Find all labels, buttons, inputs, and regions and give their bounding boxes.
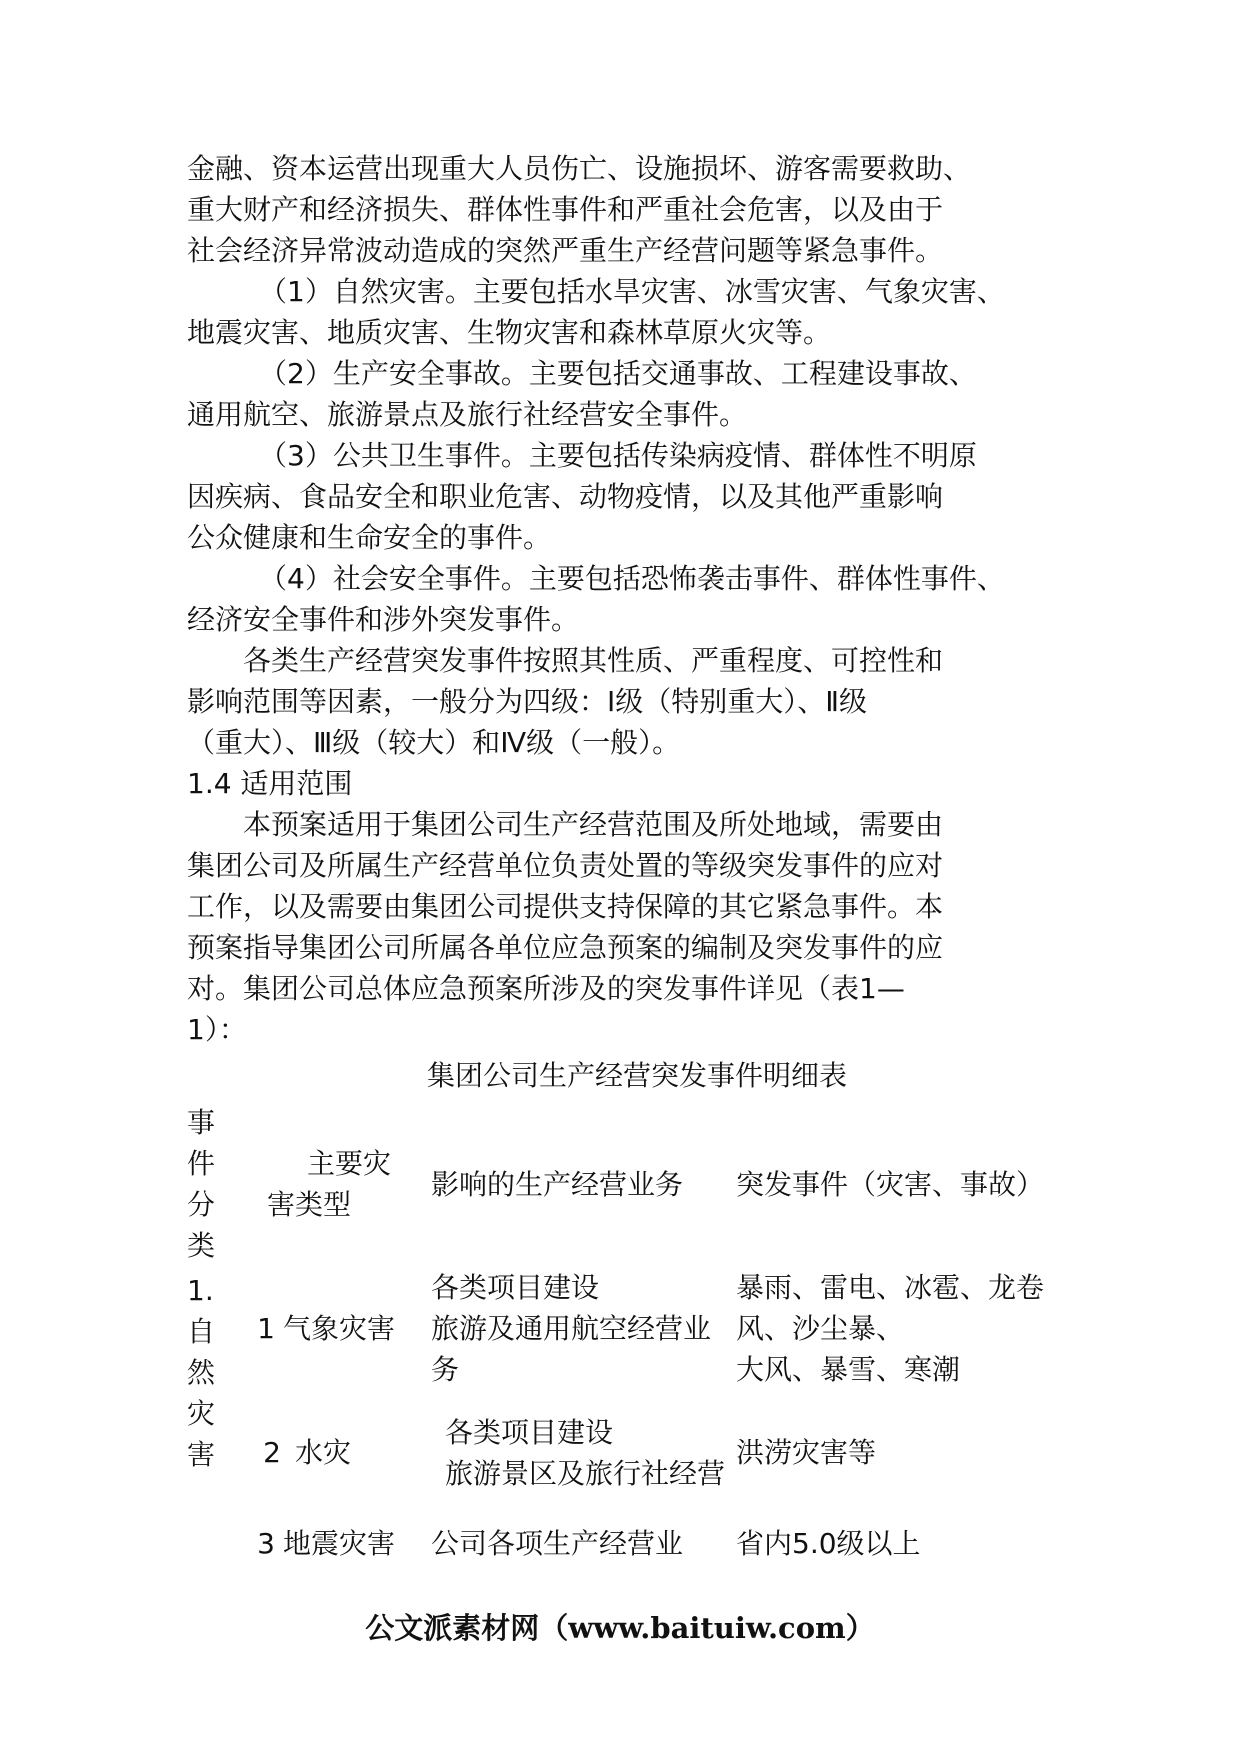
table-title: 集团公司生产经营突发事件明细表 — [426, 1059, 847, 1092]
event-table — [187, 1102, 1086, 1572]
text-line: 预案指导集团公司所属各单位应急预案的编制及突发事件的应 — [187, 931, 944, 964]
type-cell: 1 气象灾害 — [257, 1312, 396, 1345]
header-type: 主要灾害类型 — [267, 1147, 392, 1221]
text-line: 经济安全事件和涉外突发事件。 — [187, 603, 580, 636]
header-event: 突发事件（灾害、事故） — [736, 1167, 1045, 1201]
text-line: 影响范围等因素，一般分为四级：Ⅰ级（特别重大）、Ⅱ级 — [187, 685, 868, 718]
header-category: 事件分类 — [187, 1106, 216, 1262]
category-cell: 1.自然灾害 — [187, 1274, 216, 1471]
text-line: 金融、资本运营出现重大人员伤亡、设施损坏、游客需要救助、 — [187, 152, 972, 185]
business-cell: 各类项目建设 旅游及通用航空经营业务 — [431, 1271, 712, 1386]
text-line: 集团公司及所属生产经营单位负责处置的等级突发事件的应对 — [187, 849, 944, 882]
text-line: 工作，以及需要由集团公司提供支持保障的其它紧急事件。本 — [187, 890, 944, 923]
text-line: （1）自然灾害。主要包括水旱灾害、冰雪灾害、气象灾害、 — [259, 275, 1005, 308]
text-line: （4）社会安全事件。主要包括恐怖袭击事件、群体性事件、 — [259, 562, 1005, 595]
paragraph-natural-disasters — [187, 271, 1087, 353]
text-line: （2）生产安全事故。主要包括交通事故、工程建设事故、 — [259, 357, 977, 390]
paragraph-production-safety — [187, 353, 1087, 435]
type-cell: 2 水灾 — [263, 1436, 352, 1469]
paragraph-social-security — [187, 558, 1087, 640]
paragraph-continuation — [187, 148, 1087, 271]
text-line: 各类生产经营突发事件按照其性质、严重程度、可控性和 — [243, 644, 944, 677]
text-line: 重大财产和经济损失、群体性事件和严重社会危害，以及由于 — [187, 193, 944, 226]
paragraph-public-health — [187, 435, 1087, 558]
event-cell: 暴雨、雷电、冰雹、龙卷风、沙尘暴、 大风、暴雪、寒潮 — [736, 1271, 1045, 1386]
text-line: 公众健康和生命安全的事件。 — [187, 521, 552, 554]
text-line: （3）公共卫生事件。主要包括传染病疫情、群体性不明原 — [259, 439, 977, 472]
text-line: 社会经济异常波动造成的突然严重生产经营问题等紧急事件。 — [187, 234, 944, 267]
text-line: 本预案适用于集团公司生产经营范围及所处地域，需要由 — [243, 808, 944, 841]
table-row — [187, 1514, 1086, 1572]
paragraph-levels — [187, 640, 1087, 763]
business-cell: 各类项目建设 旅游景区及旅行社经营 — [445, 1415, 726, 1490]
text-line: 1）： — [187, 1013, 247, 1046]
footer-watermark: 公文派素材网（www.baituiw.com） — [365, 1611, 875, 1645]
paragraph-scope — [187, 804, 1087, 1050]
text-line: 地震灾害、地质灾害、生物灾害和森林草原火灾等。 — [187, 316, 832, 349]
text-line: 通用航空、旅游景点及旅行社经营安全事件。 — [187, 398, 748, 431]
event-cell: 省内5.0级以上 — [736, 1526, 921, 1560]
event-cell: 洪涝灾害等 — [736, 1436, 877, 1469]
table-row — [187, 1391, 1086, 1514]
table-row — [187, 1266, 1086, 1391]
text-line: 对。集团公司总体应急预案所涉及的突发事件详见（表1— — [187, 972, 905, 1005]
type-cell: 3 地震灾害 — [257, 1526, 396, 1560]
business-cell: 公司各项生产经营业 — [431, 1526, 684, 1560]
document-body — [187, 148, 1087, 1572]
table-header-row — [187, 1102, 1086, 1266]
section-heading: 1.4 适用范围 — [187, 767, 353, 800]
text-line: （重大）、Ⅲ级（较大）和Ⅳ级（一般）。 — [187, 726, 681, 759]
header-business: 影响的生产经营业务 — [431, 1167, 684, 1201]
text-line: 因疾病、食品安全和职业危害、动物疫情，以及其他严重影响 — [187, 480, 944, 513]
